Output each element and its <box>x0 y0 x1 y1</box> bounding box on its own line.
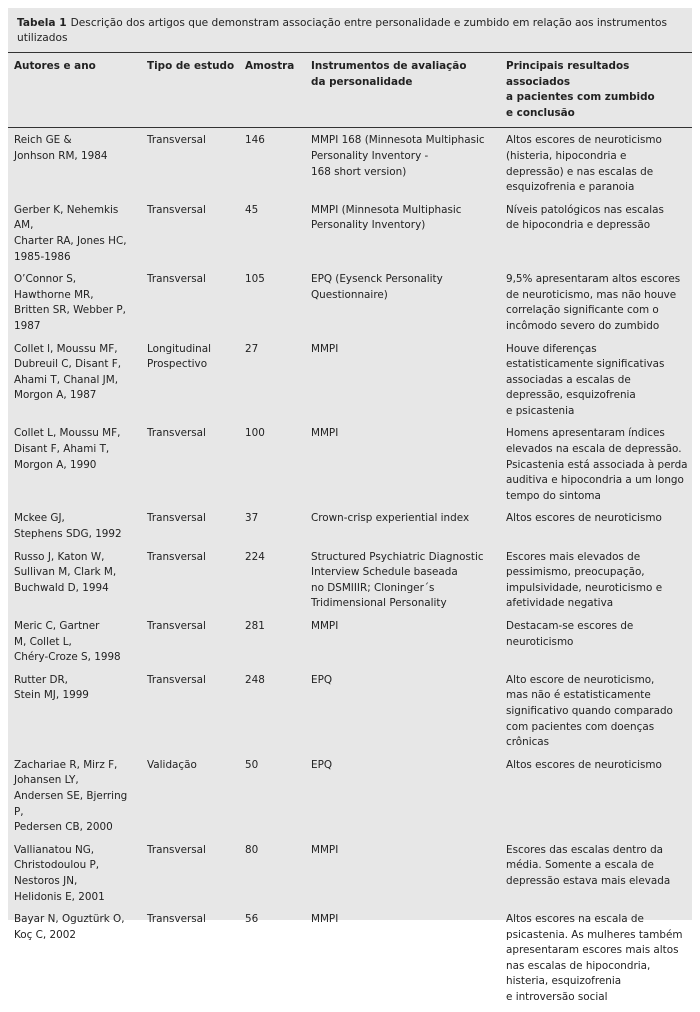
cell-instrumentos: Crown-crisp experiential index <box>311 512 470 525</box>
studies-table <box>8 52 692 1012</box>
table-caption <box>17 16 677 46</box>
cell-resultados: Homens apresentaram índices elevados na escala de depressão. Psicastenia está associada à perda auditiva e hipocondria a um longo tempo do sintoma <box>506 427 688 502</box>
cell-instrumentos: MMPI <box>311 427 339 440</box>
cell-autores: Collet L, Moussu MF, Disant F, Ahami T, Morgon A, 1990 <box>14 427 121 471</box>
cell-instrumentos: Structured Psychiatric Diagnostic Interview Schedule baseada no DSMIIIR; Cloninger´s Tridimensional Personality <box>311 550 484 610</box>
cell-tipo: Transversal <box>147 843 206 856</box>
cell-autores: Collet l, Moussu MF, Dubreuil C, Disant F, Ahami T, Chanal JM, Morgon A, 1987 <box>14 342 122 402</box>
cell-autores: O’Connor S, Hawthorne MR, Britten SR, Webber P, 1987 <box>14 273 126 332</box>
header-autores: Autores e ano <box>8 53 141 128</box>
cell-resultados: Altos escores na escala de psicastenia. As mulheres também apresentaram escores mais altos nas escalas de hipocondria, histeria, esquizofrenia e introversão social <box>506 913 683 1004</box>
cell-amostra: 56 <box>245 913 259 926</box>
cell-instrumentos: EPQ <box>311 673 333 686</box>
cell-tipo: Transversal <box>147 673 206 686</box>
cell-instrumentos: MMPI 168 (Minnesota Multiphasic Personality Inventory - 168 short version) <box>311 134 485 178</box>
cell-tipo: Longitudinal Prospectivo <box>147 342 212 371</box>
cell-amostra: 146 <box>245 134 265 147</box>
cell-tipo: Transversal <box>147 550 206 563</box>
cell-resultados: 9,5% apresentaram altos escores de neuroticismo, mas não houve correlação significante com o incômodo severo do zumbido <box>506 273 681 332</box>
header-resultados: Principais resultados associados a pacientes com zumbido e conclusão <box>500 53 692 128</box>
cell-tipo: Transversal <box>147 134 206 147</box>
header-row <box>8 53 692 128</box>
cell-autores: Reich GE & Jonhson RM, 1984 <box>14 134 108 162</box>
cell-autores: Zachariae R, Mirz F, Johansen LY, Andersen SE, Bjerring P, Pedersen CB, 2000 <box>14 758 128 834</box>
cell-instrumentos: MMPI (Minnesota Multiphasic Personality Inventory) <box>311 203 462 232</box>
table-row <box>8 128 692 198</box>
cell-autores: Russo J, Katon W, Sullivan M, Clark M, Buchwald D, 1994 <box>14 550 117 594</box>
caption-label: Tabela 1 <box>17 17 67 29</box>
table-row <box>8 337 692 422</box>
table-row <box>8 421 692 506</box>
cell-resultados: Alto escore de neuroticismo, mas não é estatisticamente significativo quando comparado com pacientes com doenças crônicas <box>506 673 673 749</box>
cell-resultados: Escores das escalas dentro da média. Somente a escala de depressão estava mais elevada <box>506 843 671 887</box>
cell-autores: Meric C, Gartner M, Collet L, Chéry-Croze S, 1998 <box>14 620 121 664</box>
table-row <box>8 267 692 336</box>
caption-text: Descrição dos artigos que demonstram associação entre personalidade e zumbido em relação aos instrumentos utilizados <box>17 17 668 44</box>
cell-amostra: 105 <box>245 273 265 286</box>
cell-instrumentos: MMPI <box>311 620 339 632</box>
table-row <box>8 614 692 668</box>
cell-resultados: Altos escores de neuroticismo <box>506 512 662 525</box>
cell-amostra: 80 <box>245 843 259 856</box>
cell-tipo: Transversal <box>147 273 206 286</box>
cell-instrumentos: MMPI <box>311 342 339 355</box>
cell-tipo: Transversal <box>147 427 206 440</box>
cell-tipo: Transversal <box>147 913 206 926</box>
cell-amostra: 281 <box>245 620 265 632</box>
table-row <box>8 506 692 544</box>
cell-instrumentos: EPQ <box>311 758 333 771</box>
cell-resultados: Houve diferenças estatisticamente significativas associadas a escalas de depressão, esquizofrenia e psicastenia <box>506 342 665 417</box>
header-instrumentos: Instrumentos de avaliação da personalidade <box>305 53 500 128</box>
cell-tipo: Transversal <box>147 203 206 216</box>
cell-amostra: 37 <box>245 512 259 525</box>
cell-amostra: 45 <box>245 203 259 216</box>
cell-tipo: Transversal <box>147 512 206 525</box>
header-tipo: Tipo de estudo <box>141 53 239 128</box>
cell-tipo: Validação <box>147 758 197 771</box>
cell-autores: Mckee GJ, Stephens SDG, 1992 <box>14 512 122 541</box>
cell-autores: Rutter DR, Stein MJ, 1999 <box>14 673 89 702</box>
cell-resultados: Altos escores de neuroticismo (histeria, hipocondria e depressão) e nas escalas de esquizofrenia e paranoia <box>506 134 662 194</box>
cell-amostra: 224 <box>245 550 265 563</box>
cell-autores: Vallianatou NG, Christodoulou P, Nestoros JN, Helidonis E, 2001 <box>14 843 105 903</box>
cell-amostra: 248 <box>245 673 265 686</box>
cell-resultados: Destacam-se escores de neuroticismo <box>506 620 634 648</box>
table-row <box>8 907 692 1012</box>
cell-instrumentos: MMPI <box>311 913 339 926</box>
header-amostra: Amostra <box>239 53 305 128</box>
cell-tipo: Transversal <box>147 620 206 632</box>
table-row <box>8 838 692 907</box>
cell-amostra: 50 <box>245 758 259 771</box>
table-row <box>8 198 692 267</box>
cell-resultados: Níveis patológicos nas escalas de hipocondria e depressão <box>506 203 664 232</box>
cell-instrumentos: EPQ (Eysenck Personality Questionnaire) <box>311 273 443 301</box>
cell-amostra: 27 <box>245 342 259 355</box>
table-row <box>8 668 692 753</box>
cell-amostra: 100 <box>245 427 265 440</box>
table-row <box>8 753 692 838</box>
cell-instrumentos: MMPI <box>311 843 339 856</box>
cell-autores: Bayar N, Oguztürk O, Koç C, 2002 <box>14 913 125 941</box>
cell-autores: Gerber K, Nehemkis AM, Charter RA, Jones HC, 1985-1986 <box>14 203 127 263</box>
table-row <box>8 545 692 614</box>
cell-resultados: Altos escores de neuroticismo <box>506 758 662 771</box>
cell-resultados: Escores mais elevados de pessimismo, preocupação, impulsividade, neuroticismo e afetividade negativa <box>506 550 663 610</box>
